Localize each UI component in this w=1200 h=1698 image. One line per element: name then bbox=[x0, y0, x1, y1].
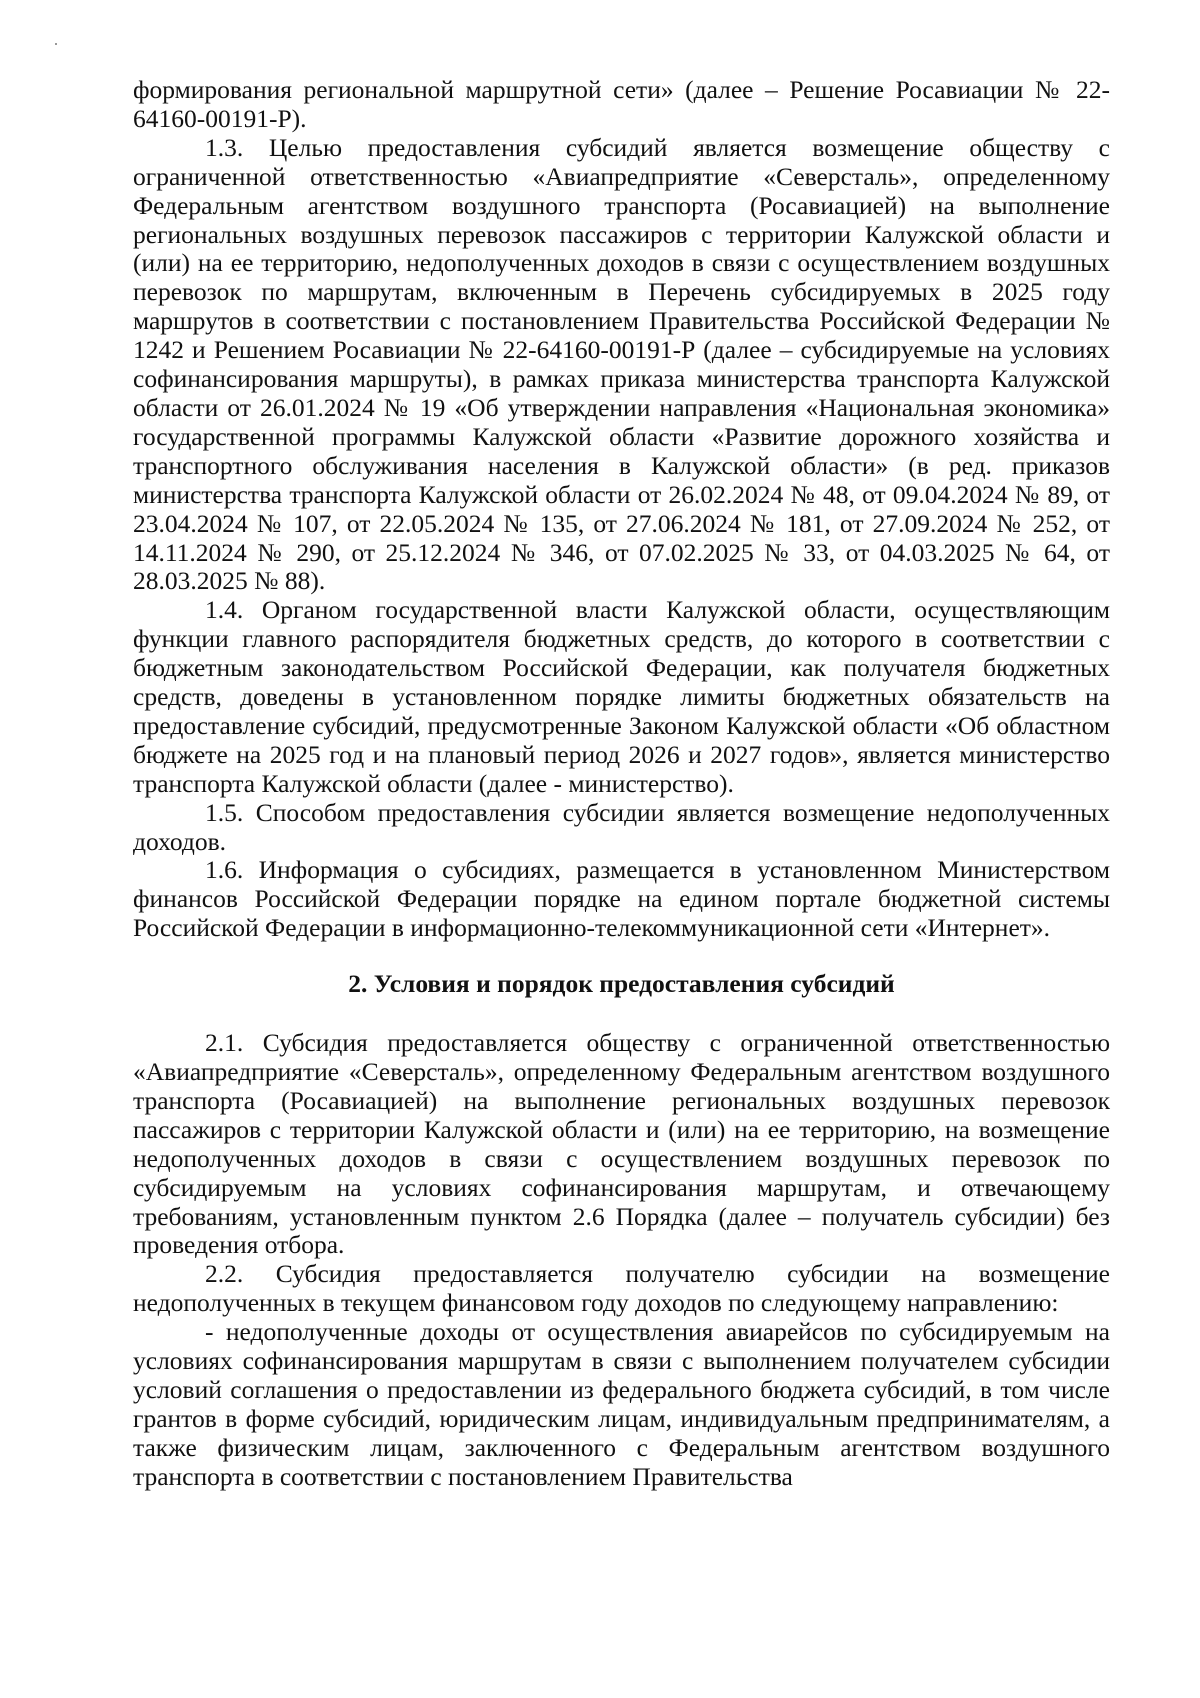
paragraph-1-5: 1.5. Способом предоставления субсидии является возмещение недополученных доходов. bbox=[133, 797, 1110, 856]
paragraph-continuation: формирования региональной маршрутной сети» (далее – Решение Росавиации № 22-64160-00191-Р). bbox=[133, 75, 1110, 133]
paragraph-1-6: 1.6. Информация о субсидиях, размещается в установленном Министерством финансов Российской Федерации порядке на едином портале бюджетной системы Российской Федерации в информационно-телекоммуникационной сети «Интернет». bbox=[133, 855, 1110, 943]
paragraph-2-2: 2.2. Субсидия предоставляется получателю субсидии на возмещение недополученных в текущем финансовом году доходов по следующему направлению: bbox=[133, 1259, 1110, 1318]
scan-speck bbox=[55, 43, 57, 45]
paragraph-1-4: 1.4. Органом государственной власти Калужской области, осуществляющим функции главного распорядителя бюджетных средств, до которого в соответствии с бюджетным законодательством Российской Федерации, как получателя бюджетных средств, доведены в установленном порядке лимиты бюджетных обязательств на предоставление субсидий, предусмотренные Законом Калужской области «Об областном бюджете на 2025 год и на плановый период 2026 и 2027 годов», является министерство транспорта Калужской области (далее - министерство). bbox=[133, 595, 1110, 798]
list-item: - недополученные доходы от осуществления авиарейсов по субсидируемым на условиях софинансирования маршрутам в связи с выполнением получателем субсидии условий соглашения о предоставлении из федерального бюджета субсидий, в том числе грантов в форме субсидий, юридическим лицам, индивидуальным предпринимателям, а также физическим лицам, заключенного с Федеральным агентством воздушного транспорта в соответствии с постановлением Правительства bbox=[133, 1317, 1110, 1491]
paragraph-1-3: 1.3. Целью предоставления субсидий является возмещение обществу с ограниченной ответственностью «Авиапредприятие «Северсталь», определенному Федеральным агентством воздушного транспорта (Росавиацией) на выполнение региональных воздушных перевозок пассажиров с территории Калужской области и (или) на ее территорию, недополученных доходов в связи с осуществлением воздушных перевозок по маршрутам, включенным в Перечень субсидируемых в 2025 году маршрутов в соответствии с постановлением Правительства Российской Федерации № 1242 и Решением Росавиации № 22-64160-00191-Р (далее – субсидируемые на условиях софинансирования маршруты), в рамках приказа министерства транспорта Калужской области от 26.01.2024 № 19 «Об утверждении направления «Национальная экономика» государственной программы Калужской области «Развитие дорожного хозяйства и транспортного обслуживания населения в Калужской области» (в ред. приказов министерства транспорта Калужской области от 26.02.2024 № 48, от 09.04.2024 № 89, от 23.04.2024 № 107, от 22.05.2024 № 135, от 27.06.2024 № 181, от 27.09.2024 № 252, от 14.11.2024 № 290, от 25.12.2024 № 346, от 07.02.2025 № 33, от 04.03.2025 № 64, от 28.03.2025 № 88). bbox=[133, 132, 1110, 596]
section-heading-2: 2. Условия и порядок предоставления субсидий bbox=[348, 969, 895, 999]
paragraph-2-1: 2.1. Субсидия предоставляется обществу с ограниченной ответственностью «Авиапредприятие «Северсталь», определенному Федеральным агентством воздушного транспорта (Росавиацией) на выполнение региональных воздушных перевозок пассажиров с территории Калужской области и (или) на ее территорию, на возмещение недополученных доходов в связи с осуществлением воздушных перевозок по субсидируемым на условиях софинансирования маршрутам, и отвечающему требованиям, установленным пунктом 2.6 Порядка (далее – получатель субсидии) без проведения отбора. bbox=[133, 1028, 1110, 1260]
document-page bbox=[133, 76, 1110, 1492]
